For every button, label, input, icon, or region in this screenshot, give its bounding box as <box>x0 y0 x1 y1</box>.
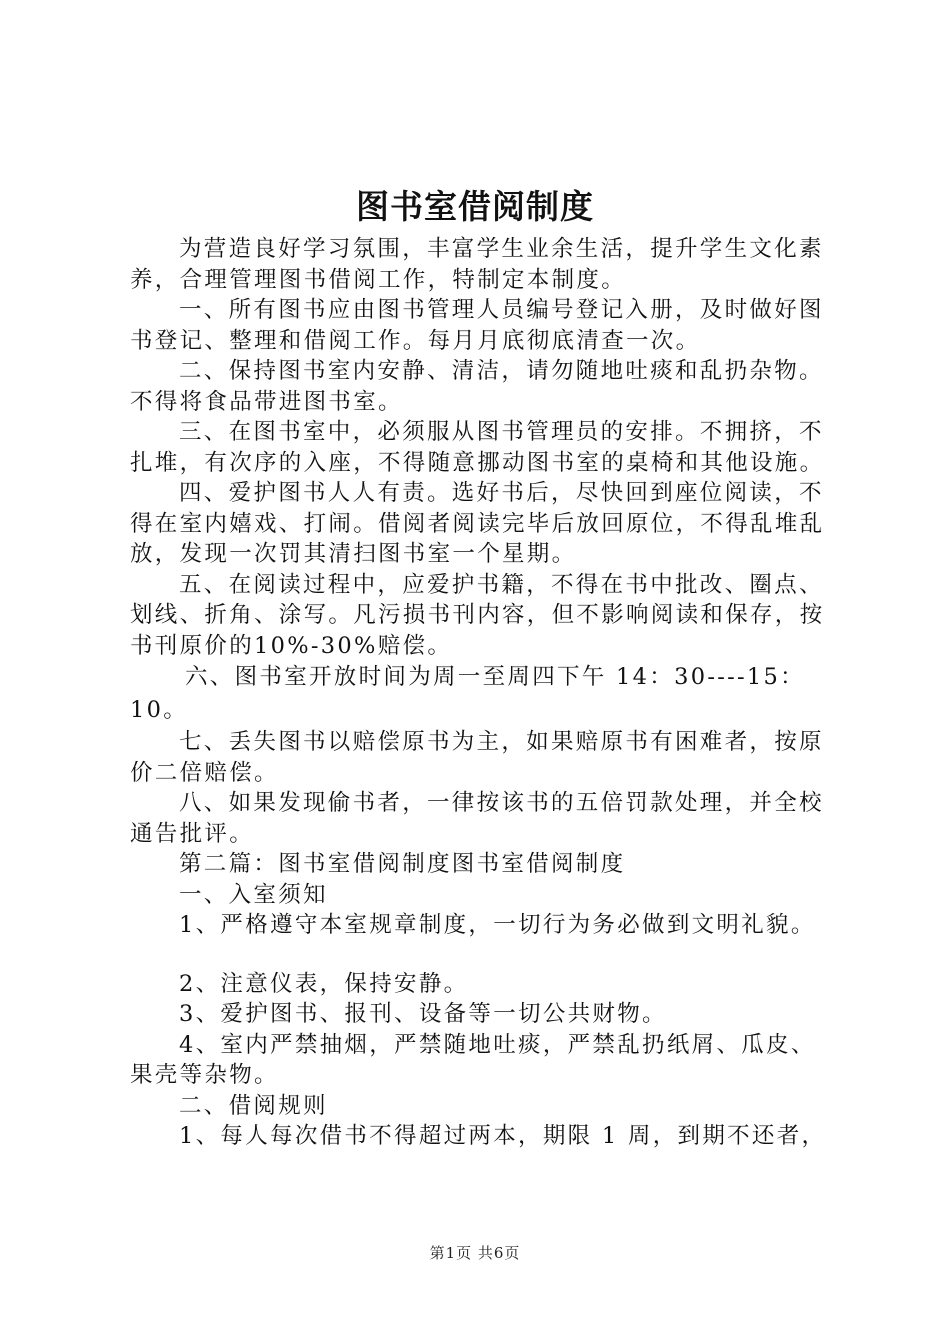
page-indicator: 第1页 共6页 <box>429 1244 521 1262</box>
paragraph-section-heading: 第二篇：图书室借阅制度图书室借阅制度 <box>179 851 626 877</box>
paragraph-borrow-item-1: 1、每人每次借书不得超过两本，期限 1 周，到期不还者， <box>179 1123 827 1149</box>
paragraph-rule-3: 三、在图书室中，必须服从图书管理员的安排。不拥挤，不扎堆，有次序的入座，不得随意挪动图书室的桌椅和其他设施。 <box>130 419 825 476</box>
paragraph-rule-2: 二、保持图书室内安静、清洁，请勿随地吐痰和乱扔杂物。不得将食品带进图书室。 <box>130 358 824 415</box>
paragraph-entry-item-2: 2、注意仪表，保持安静。 <box>179 970 469 997</box>
document-title: 图书室借阅制度 <box>356 187 594 226</box>
paragraph-rule-8: 八、如果发现偷书者，一律按该书的五倍罚款处理，并全校通告批评。 <box>130 790 824 847</box>
paragraph-rule-7: 七、丢失图书以赔偿原书为主，如果赔原书有困难者，按原价二倍赔偿。 <box>130 729 824 786</box>
document-body <box>130 234 835 1152</box>
paragraph-rule-1: 一、所有图书应由图书管理人员编号登记入册，及时做好图书登记、整理和借阅工作。每月月底彻底清查一次。 <box>130 297 824 354</box>
paragraph-intro: 为营造良好学习氛围，丰富学生业余生活，提升学生文化素养，合理管理图书借阅工作，特制定本制度。 <box>130 236 824 293</box>
paragraph-rule-5: 五、在阅读过程中，应爱护书籍，不得在书中批改、圈点、划线、折角、涂写。凡污损书刊内容，但不影响阅读和保存，按书刊原价的10%-30%赔偿。 <box>130 571 825 659</box>
paragraph-entry-notice-heading: 一、入室须知 <box>179 881 328 908</box>
paragraph-rule-6: 六、图书室开放时间为周一至周四下午 14：30----15：10。 <box>130 664 805 723</box>
paragraph-borrow-rules-heading: 二、借阅规则 <box>179 1092 328 1119</box>
paragraph-rule-4: 四、爱护图书人人有责。选好书后，尽快回到座位阅读，不得在室内嬉戏、打闹。借阅者阅读完毕后放回原位，不得乱堆乱放，发现一次罚其清扫图书室一个星期。 <box>130 480 825 567</box>
paragraph-entry-item-4: 4、室内严禁抽烟，严禁随地吐痰，严禁乱扔纸屑、瓜皮、果壳等杂物。 <box>130 1031 816 1088</box>
paragraph-entry-item-3: 3、爱护图书、报刊、设备等一切公共财物。 <box>179 1001 667 1027</box>
paragraph-entry-item-1: 1、严格遵守本室规章制度，一切行为务必做到文明礼貌。 <box>179 912 816 938</box>
